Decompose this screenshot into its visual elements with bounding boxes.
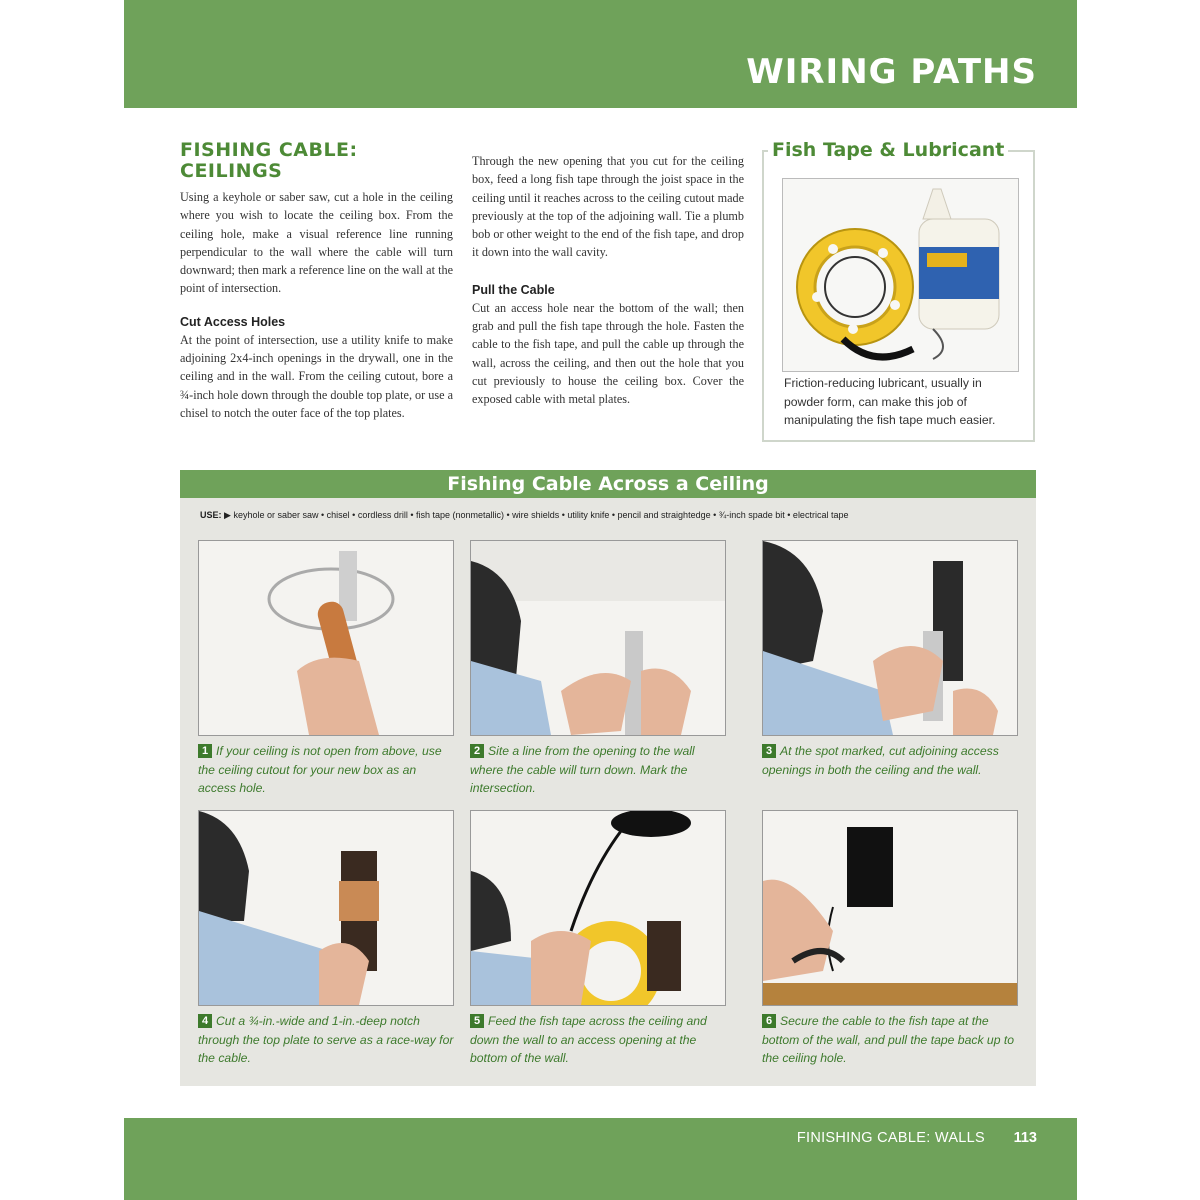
step-3-caption <box>762 742 1018 779</box>
steps-panel <box>180 470 1036 1086</box>
step-5 <box>470 810 726 1068</box>
step-2-caption <box>470 742 726 798</box>
step-6-text: Secure the cable to the fish tape at the bottom of the wall, and pull the tape back up to the ceiling hole. <box>762 1014 1015 1065</box>
article-column-1 <box>180 140 453 422</box>
step-2-number: 2 <box>470 744 484 758</box>
step-6-photo <box>762 810 1018 1006</box>
article-column-2 <box>472 152 744 409</box>
article-title: FISHING CABLE: CEILINGS <box>180 139 358 182</box>
step-3 <box>762 540 1018 779</box>
step-2-photo <box>470 540 726 736</box>
footer-section-title: FINISHING CABLE: WALLS <box>796 1130 985 1146</box>
step-4-caption <box>198 1012 454 1068</box>
sidebar-box <box>762 139 1035 442</box>
page-footer-band <box>124 1118 1077 1200</box>
subhead-cut-access-holes: Cut Access Holes <box>180 314 286 329</box>
fish-tape-lubricant-photo <box>782 178 1019 372</box>
panel-title-bar <box>180 470 1036 498</box>
step-5-text: Feed the fish tape across the ceiling and down the wall to an access opening at the bottom of the wall. <box>470 1014 707 1065</box>
step-5-number: 5 <box>470 1014 484 1028</box>
step-3-photo <box>762 540 1018 736</box>
step-6 <box>762 810 1018 1068</box>
step-4 <box>198 810 454 1068</box>
cut-access-holes-body: At the point of intersection, use a utility knife to make adjoining 2x4-inch openings in the drywall, one in the ceiling and in the wall. From the ceiling cutout, bore a ¾-inch hole down through the double top plate, or use a chisel to notch the outer face of the top plates. <box>180 332 453 420</box>
step-2-text: Site a line from the opening to the wall where the cable will turn down. Mark the intersection. <box>470 744 695 795</box>
use-label: USE: <box>200 510 222 520</box>
page-header-title: WIRING PATHS <box>746 52 1037 92</box>
page-number: 113 <box>1013 1130 1037 1146</box>
subhead-pull-the-cable: Pull the Cable <box>472 282 555 297</box>
sidebar-title: Fish Tape & Lubricant <box>768 139 1008 161</box>
step-6-number: 6 <box>762 1014 776 1028</box>
step-6-caption <box>762 1012 1018 1068</box>
step-1-text: If your ceiling is not open from above, use the ceiling cutout for your new box as an access hole. <box>198 744 442 795</box>
step-3-number: 3 <box>762 744 776 758</box>
step-1-number: 1 <box>198 744 212 758</box>
step-5-photo <box>470 810 726 1006</box>
step-4-text: Cut a ¾-in.-wide and 1-in.-deep notch through the top plate to serve as a race-way for the cable. <box>198 1014 454 1065</box>
sidebar-caption: Friction-reducing lubricant, usually in powder form, can make this job of manipulating the fish tape much easier. <box>784 376 996 427</box>
pull-the-cable-body: Cut an access hole near the bottom of the wall; then grab and pull the fish tape through the hole. Fasten the cable to the fish tape, and pull the cable up through the wall, across the ceiling, and then out the hole that you cut previously to house the ceiling box. Cover the exposed cable with metal plates. <box>472 300 744 407</box>
tools-list <box>200 510 848 521</box>
page-header-band <box>124 0 1077 108</box>
article-intro: Using a keyhole or saber saw, cut a hole in the ceiling where you wish to locate the ceiling box. From the ceiling hole, make a visual reference line running perpendicular to the wall where the cable will turn downward; then mark a reference line on the wall at the point of intersection. <box>180 190 453 296</box>
step-1 <box>198 540 454 798</box>
panel-title: Fishing Cable Across a Ceiling <box>447 473 769 495</box>
step-2 <box>470 540 726 798</box>
step-5-caption <box>470 1012 726 1068</box>
step-4-number: 4 <box>198 1014 212 1028</box>
fish-tape-paragraph: Through the new opening that you cut for the ceiling box, feed a long fish tape through the joist space in the ceiling until it reaches across to the ceiling cutout made previously at the top of the adjoining wall. Tie a plumb bob or other weight to the end of the fish tape, and drop it down into the wall cavity. <box>472 154 744 260</box>
use-tools: keyhole or saber saw • chisel • cordless drill • fish tape (nonmetallic) • wire shields • utility knife • pencil and straightedge • ¾-inch spade bit • electrical tape <box>233 510 849 520</box>
arrow-right-icon: ▶ <box>224 510 231 520</box>
step-1-photo <box>198 540 454 736</box>
step-4-photo <box>198 810 454 1006</box>
step-3-text: At the spot marked, cut adjoining access openings in both the ceiling and the wall. <box>762 744 999 777</box>
step-1-caption <box>198 742 454 798</box>
